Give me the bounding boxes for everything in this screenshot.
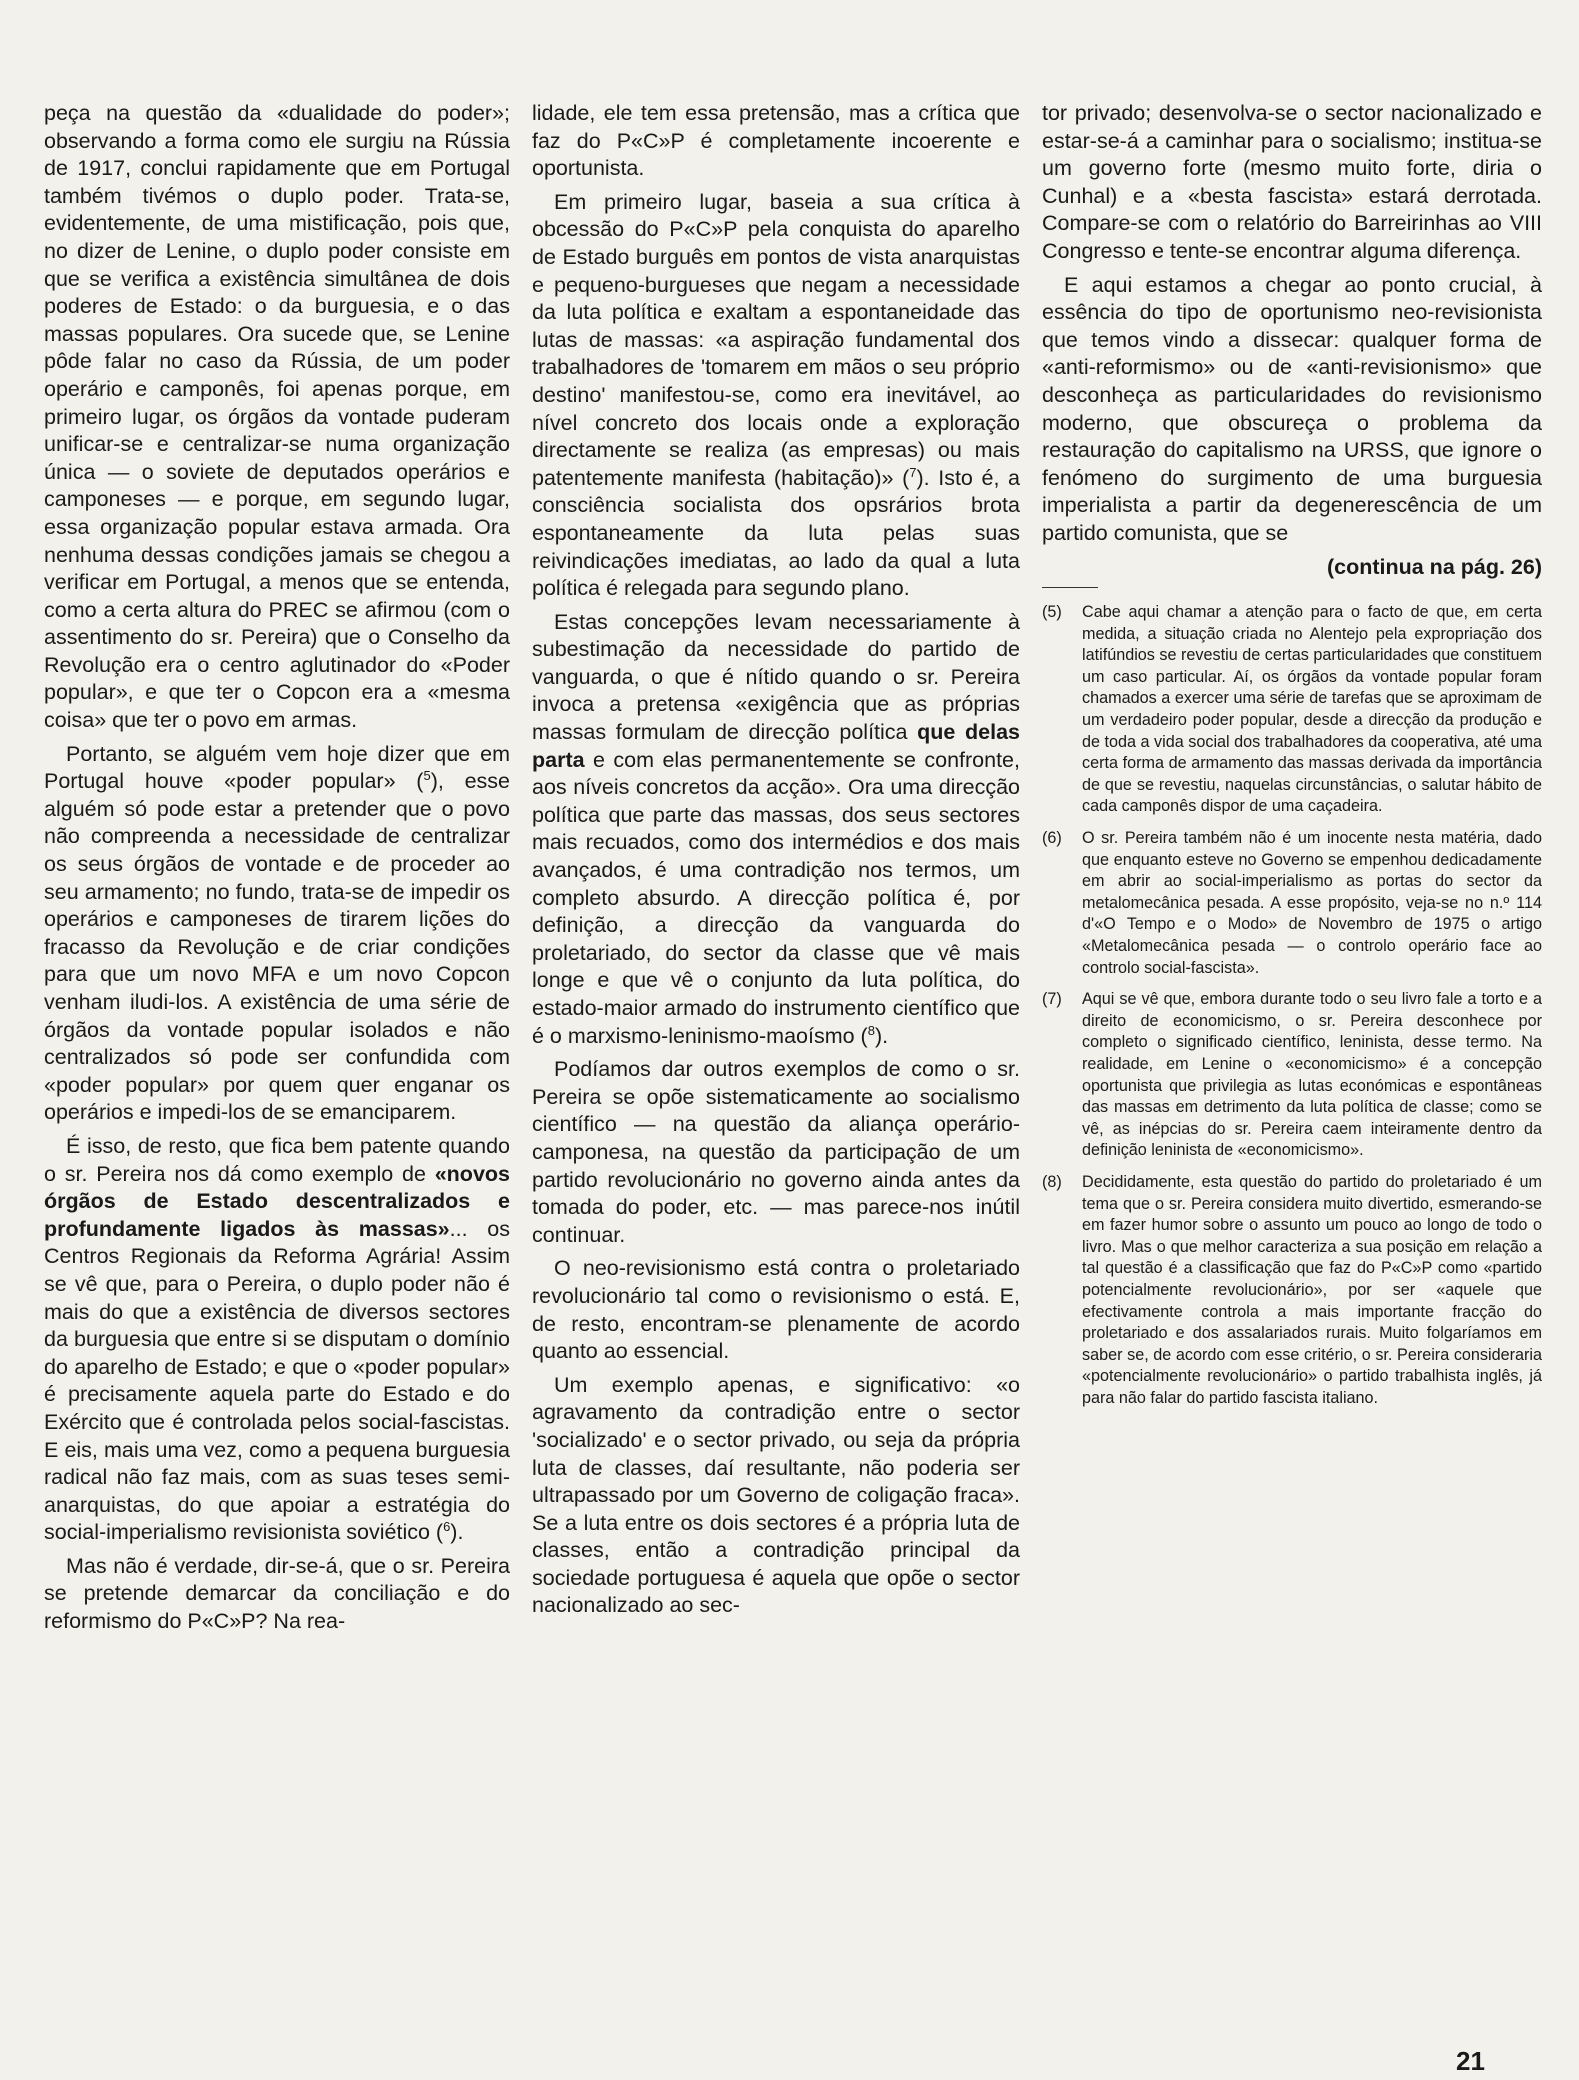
page-number: 21 xyxy=(1456,2046,1485,2076)
footnote-ref: 6 xyxy=(443,1519,451,1535)
column-1 xyxy=(44,100,510,1642)
paragraph: tor privado; desenvolva-se o sector nacionalizado e estar-se-á a caminhar para o socialismo; institua-se um governo forte (mesmo muito forte, diria o Cunhal) e a «besta fascista» estará derrotada. Compare-se com o relatório do Barreirinhas ao VIII Congresso e tente-se encontrar alguma diferença. xyxy=(1042,101,1542,263)
paragraph: lidade, ele tem essa pretensão, mas a crítica que faz do P«C»P é completamente incoerente e oportunista. xyxy=(532,101,1020,181)
footnote-ref: 7 xyxy=(909,464,917,480)
text-run: É isso, de resto, que fica bem patente quando o sr. Pereira nos dá como exemplo de xyxy=(44,1133,510,1186)
paragraph: E aqui estamos a chegar ao ponto crucial, à essência do tipo de oportunismo neo-revisionista que temos vindo a dissecar: qualquer forma de «anti-reformismo» ou de «anti-revisionismo» que desconheça as particularidades do revisionismo moderno, que obscureça o problema da restauração do capitalismo na URSS, que ignore o fenómeno do surgimento de uma burguesia imperialista a partir da degenerescência de um partido comunista, que se xyxy=(1042,272,1542,545)
bold-quote: «novos órgãos de Estado descentralizados e profundamente ligados às massas» xyxy=(44,1161,510,1241)
footnote-number: (7) xyxy=(1042,990,1062,1009)
footnote-number: (5) xyxy=(1042,603,1062,622)
footnote xyxy=(1042,989,1542,1162)
footnote-number: (8) xyxy=(1042,1172,1062,1191)
text-run: Estas concepções levam necessariamente à subestimação da necessidade do partido de vanguarda, o que é nítido quando o sr. Pereira invoca a pretensa «exigência que as próprias massas formulam de direcção política xyxy=(532,609,1020,745)
footnote-divider xyxy=(1042,587,1098,588)
paragraph: peça na questão da «dualidade do poder»; observando a forma como ele surgiu na Rússia de 1917, conclui rapidamente que em Portugal também tivémos o duplo poder. Trata-se, evidentemente, de uma mistificação, pois que, no dizer de Lenine, o duplo poder consiste em que se verifica a existência simultânea de dois poderes de Estado: o da burguesia, e o das massas populares. Ora sucede que, se Lenine pôde falar no caso da Rússia, de um poder operário e camponês, foi apenas porque, em primeiro lugar, os órgãos da vontade puderam unificar-se e centralizar-se numa organização única — o soviete de deputados operários e camponeses — e porque, em segundo lugar, essa organização popular estava armada. Ora nenhuma dessas condições jamais se chegou a verificar em Portugal, a menos que se entenda, como a certa altura do PREC se afirmou (com o assentimento do sr. Pereira) que o Conselho da Revolução era o centro aglutinador do «Poder popular», e que ter o Copcon era a «mesma coisa» que ter o povo em armas. xyxy=(44,101,510,733)
footnote-text: Aqui se vê que, embora durante todo o seu livro fale a torto e a direito de economicismo, o sr. Pereira desconhece por completo o significado científico, leninista, desse termo. Na realidade, em Lenine o «economicismo» é a concepção oportunista que privilegia as lutas económicas e espontâneas das massas em detrimento da luta política de classe; como se vê, as inépcias do sr. Pereira caem inteiramente dentro da definição leninista de «economicismo». xyxy=(1082,990,1542,1160)
footnote-ref: 8 xyxy=(867,1022,875,1038)
text-run: ... os Centros Regionais da Reforma Agrária! Assim se vê que, para o Pereira, o duplo poder não é mais do que a existência de diversos sectores da burguesia que entre si se disputam o domínio do aparelho de Estado; e que o «poder popular» é precisamente aquela parte do Estado e do Exército que é controlada pelos social-fascistas. E eis, mais uma vez, como a pequena burguesia radical não faz mais, com as suas teses semi-anarquistas, do que apoiar a estratégia do social-imperialismo revisionista soviético ( xyxy=(44,1216,510,1545)
text-run: ). Isto é, a consciência socialista dos opsrários brota espontaneamente da luta pelas suas reivindicações imediatas, ao lado da qual a luta política é relegada para segundo plano. xyxy=(532,465,1020,601)
footnote-text: O sr. Pereira também não é um inocente nesta matéria, dado que enquanto esteve no Governo se empenhou dedicadamente em abrir ao social-imperialismo as portas do sector da metalomecânica pesada. A esse propósito, veja-se no n.º 114 d'«O Tempo e o Modo» de Novembro de 1975 o artigo «Metalomecânica pesada — o controlo operário face ao controlo social-fascista». xyxy=(1082,829,1542,977)
text-run: ), esse alguém só pode estar a pretender que o povo não compreenda a necessidade de centralizar os seus órgãos de vontade e de proceder ao seu armamento; no fundo, trata-se de impedir os operários e camponeses de tirarem lições do fracasso da Revolução e de criar condições para que um novo MFA e um novo Copcon venham iludi-los. A existência de uma série de órgãos da vontade popular isolados e não centralizados só pode ser confundida com «poder popular» por quem quer enganar os operários e impedi-los de se emanciparem. xyxy=(44,769,510,1125)
text-run: Portanto, se alguém vem hoje dizer que em Portugal houve «poder popular» ( xyxy=(44,741,510,794)
column-2 xyxy=(532,100,1020,1626)
paragraph xyxy=(44,741,510,1127)
paragraph xyxy=(532,609,1020,1051)
footnote xyxy=(1042,602,1542,818)
column-3 xyxy=(1042,100,1542,1419)
paragraph: Podíamos dar outros exemplos de como o sr. Pereira se opõe sistematicamente ao socialismo científico — na questão da aliança operário-camponesa, na questão da participação de um partido revolucionário no governo ainda antes da tomada do poder, etc. — mas parece-nos inútil continuar. xyxy=(532,1057,1020,1247)
continued-on-page-note: (continua na pág. 26) xyxy=(1326,554,1542,579)
footnote-text: Cabe aqui chamar a atenção para o facto de que, em certa medida, a situação criada no Alentejo pela expropriação dos latifúndios se revestiu de certas particularidades que constituem um caso particular. Aí, os órgãos da vontade popular foram chamados a exercer uma série de tarefas que se aproximam de um verdadeiro poder popular, desde a direcção da produção e de toda a vida social dos trabalhadores da cooperativa, até uma certa forma de armamento das massas derivada da importância de que se revestiu, naquelas circunstâncias, o salutar hábito de cada camponês dispor de uma caçadeira. xyxy=(1082,603,1542,816)
text-run: Em primeiro lugar, baseia a sua crítica à obcessão do P«C»P pela conquista do aparelho de Estado burguês em pontos de vista anarquistas e pequeno-burgueses que negam a necessidade da luta política e exaltam a espontaneidade das lutas de massas: «a aspiração fundamental dos trabalhadores de 'tomarem em mãos o seu próprio destino' manifestou-se, como era inevitável, ao nível concreto dos locais onde a exploração directamente se realiza (as empresas) ou mais patentemente manifesta (habitação)» ( xyxy=(532,189,1020,490)
paragraph xyxy=(532,189,1020,603)
paragraph xyxy=(44,1133,510,1547)
text-run: ). xyxy=(874,1023,889,1048)
paragraph: Um exemplo apenas, e significativo: «o agravamento da contradição entre o sector 'socializado' e o sector privado, ou seja da própria luta de classes, daí resultante, não poderia ser ultrapassado por um Governo de coligação fraca». Se a luta entre os dois sectores é a própria luta de classes, então a contradição principal da sociedade portuguesa é aquela que opõe o sector nacionalizado ao sec- xyxy=(532,1372,1020,1618)
text-run: e com elas permanentemente se confronte, aos níveis concretos da acção». Ora uma direcção política que parte das massas, dos seus sectores mais recuados, como dos intermédios e dos mais avançados, é uma contradição nos termos, um completo absurdo. A direcção política é, por definição, a direcção da vanguarda do proletariado, do sector da classe que vê mais longe e que vê o conjunto da luta política, do estado-maior armado do instrumento científico que é o marxismo-leninismo-maoísmo ( xyxy=(532,747,1020,1048)
footnote-text: Decididamente, esta questão do partido do proletariado é um tema que o sr. Pereira considera muito divertido, esmerando-se em fazer humor sobre o assunto um pouco ao longo de todo o livro. Mas o que melhor caracteriza a sua posição em relação a tal questão é a classificação que faz do P«C»P como «partido potencialmente revolucionário», por ser «aquele que efectivamente controla a mais importante fracção do proletariado e dos assalariados rurais. Muito folgaríamos em saber se, de acordo com esse critério, o sr. Pereira consideraria «potencialmente revolucionário» o partido trabalhista inglês, já para não falar do partido fascista italiano. xyxy=(1082,1172,1542,1407)
footnote-number: (6) xyxy=(1042,829,1062,848)
bold-phrase: que delas parta xyxy=(532,720,1020,772)
footnote-ref: 5 xyxy=(423,768,431,784)
paragraph: O neo-revisionismo está contra o proletariado revolucionário tal como o revisionismo o está. E, de resto, encontram-se plenamente de acordo quanto ao essencial. xyxy=(532,1256,1020,1364)
footnote xyxy=(1042,1172,1542,1410)
paragraph: Mas não é verdade, dir-se-á, que o sr. Pereira se pretende demarcar da conciliação e do reformismo do P«C»P? Na rea- xyxy=(44,1553,510,1634)
footnote xyxy=(1042,828,1542,979)
text-run: ). xyxy=(450,1520,464,1545)
